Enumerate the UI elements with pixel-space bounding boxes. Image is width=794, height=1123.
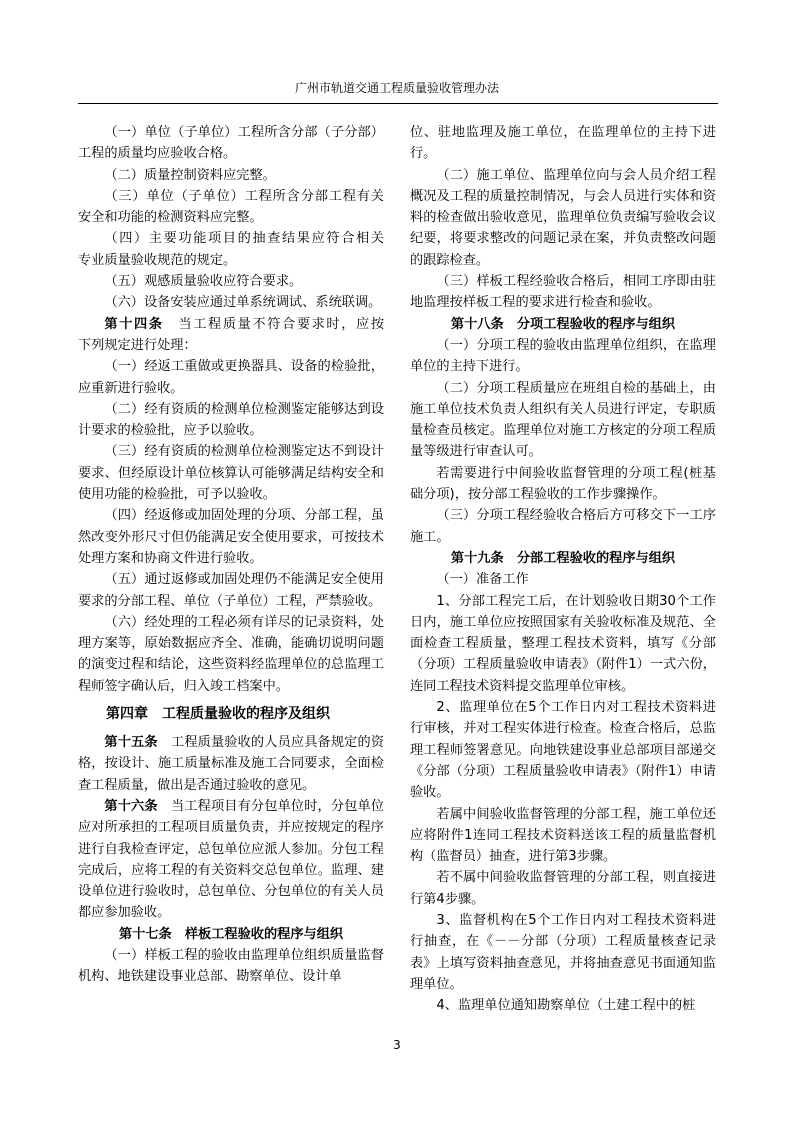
article-paragraph [78, 314, 384, 335]
article-title: 第十七条 样板工程验收的程序与组织 [118, 926, 344, 942]
body-paragraph: 若属中间验收监督管理的分部工程，施工单位还应将附件1连同工程技术资料送该工程的质量监督机构（监督员）抽查，进行第3步骤。 [410, 806, 716, 865]
body-paragraph: 工程的质量均应验收合格。 [78, 146, 237, 162]
article-label: 第十六条 [104, 798, 158, 814]
body-paragraph: （一）单位（子单位）工程所含分部（子分部） [104, 125, 384, 140]
left-column [78, 122, 384, 988]
body-paragraph: 若不属中间验收监督管理的分部工程，则直接进行第4步骤。 [410, 870, 716, 907]
body-paragraph: （三）经有资质的检测单位检测鉴定达不到设计要求、但经原设计单位核算认可能够满足结构安全和使用功能的检验批，可予以验收。 [78, 444, 384, 503]
body-paragraph: 位、驻地监理及施工单位，在监理单位的主持下进行。 [410, 125, 716, 162]
body-paragraph: （一）样板工程的验收由监理单位组织质量监督机构、地铁建设事业总部、勘察单位、设计单 [78, 947, 384, 985]
body-paragraph: （二）分项工程质量应在班组自检的基础上，由施工单位技术负责人组织有关人员进行评定，专职质量检查员核定。监理单位对施工方核定的分项工程质量等级进行审查认可。 [410, 380, 716, 460]
article-label: 第十五条 [104, 735, 158, 751]
body-paragraph: （二）质量控制资料应完整。 [104, 167, 276, 183]
body-paragraph: （六）设备安装应通过单系统调试、系统联调。 [104, 295, 382, 311]
article-paragraph [78, 796, 384, 924]
body-paragraph: 若需要进行中间验收监督管理的分项工程(桩基础分项)，按分部工程验收的工作步骤操作。 [410, 465, 716, 503]
article-text: 当工程质量不符合要求时，应按 [163, 316, 385, 332]
body-paragraph: （三）单位（子单位）工程所含分部工程有关 [104, 188, 384, 204]
body-paragraph: （五）通过返修或加固处理仍不能满足安全使用要求的分部工程、单位（子单位）工程，严禁验收。 [78, 572, 384, 609]
article-text: 工程质量验收的人员应具备规定的资格，按设计、施工质量标准及施工合同要求，全面检查工程质量，做出是否通过验收的意见。 [78, 735, 385, 793]
body-paragraph: 应重新进行验收。 [78, 380, 184, 396]
body-paragraph: 4、监理单位通知勘察单位（土建工程中的桩 [436, 998, 696, 1014]
right-column [410, 122, 716, 1016]
body-paragraph: （六）经处理的工程必须有详尽的记录资料，处理方案等，原始数据应齐全、准确，能确切说明问题的演变过程和结论，这些资料经监理单位的总监理工程师签字确认后，归入竣工档案中。 [78, 614, 384, 694]
body-paragraph: （二）经有资质的检测单位检测鉴定能够达到设计要求的检验批，应予以验收。 [78, 401, 384, 439]
article-title: 第十九条 分部工程验收的程序与组织 [450, 550, 676, 566]
article-title: 第十八条 分项工程验收的程序与组织 [450, 316, 676, 332]
page-number: 3 [393, 1038, 401, 1052]
body-paragraph: 安全和功能的检测资料应完整。 [78, 210, 263, 226]
article-label: 第十四条 [104, 316, 164, 332]
chapter-heading: 第四章 工程质量验收的程序及组织 [106, 706, 330, 723]
body-paragraph: （四）经返修或加固处理的分项、分部工程，虽然改变外形尺寸但仍能满足安全使用要求，可按技术处理方案和协商文件进行验收。 [78, 508, 384, 566]
body-paragraph: 专业质量验收规范的规定。 [78, 252, 237, 268]
body-paragraph: （一）准备工作 [436, 572, 529, 588]
body-paragraph: 3、监督机构在5个工作日内对工程技术资料进行抽查，在《－－分部（分项）工程质量核查记录表》上填写资料抽查意见，并将抽查意见书面通知监理单位。 [410, 912, 716, 992]
body-paragraph: （一）经返工重做或更换器具、设备的检验批， [104, 359, 384, 375]
body-paragraph: （二）施工单位、监理单位向与会人员介绍工程概况及工程的质量控制情况，与会人员进行实体和资料的检查做出验收意见，监理单位负责编写验收会议纪要，将要求整改的问题记录在案，并负责整改问题的跟踪检查。 [410, 167, 716, 268]
body-paragraph: 下列规定进行处理： [78, 337, 197, 353]
body-paragraph: （一）分项工程的验收由监理单位组织，在监理单位的主持下进行。 [410, 337, 716, 375]
page-header: 广州市轨道交通工程质量验收管理办法 [294, 81, 499, 95]
body-paragraph: （三）分项工程经验收合格后方可移交下一工序施工。 [410, 508, 716, 545]
body-paragraph: 1、分部工程完工后，在计划验收日期30个工作日内，施工单位应按照国家有关验收标准及规范、全面检查工程质量，整理工程技术资料，填写《分部（分项）工程质量验收申请表》（附件1）一式六份，连同工程技术资料提交监理单位审核。 [410, 593, 716, 694]
header-rule [78, 103, 718, 104]
article-text: 当工程项目有分包单位时，分包单位应对所承担的工程项目质量负责，并应按规定的程序进行自我检查评定，总包单位应派人参加。分包工程完成后，应将工程的有关资料交总包单位。监理、建设单位进行验收时，总包单位、分包单位的有关人员都应参加验收。 [78, 798, 385, 921]
body-paragraph: （五）观感质量验收应符合要求。 [104, 274, 303, 290]
article-paragraph [78, 732, 384, 796]
body-paragraph: （四）主要功能项目的抽查结果应符合相关 [104, 231, 384, 247]
body-paragraph: 2、监理单位在5个工作日内对工程技术资料进行审核，并对工程实体进行检查。检查合格后，总监理工程师签署意见。向地铁建设事业总部项目部递交《分部（分项）工程质量验收申请表》（附件1）申请验收。 [410, 700, 716, 801]
body-paragraph: （三）样板工程经验收合格后，相同工序即由驻地监理按样板工程的要求进行检查和验收。 [410, 274, 716, 311]
